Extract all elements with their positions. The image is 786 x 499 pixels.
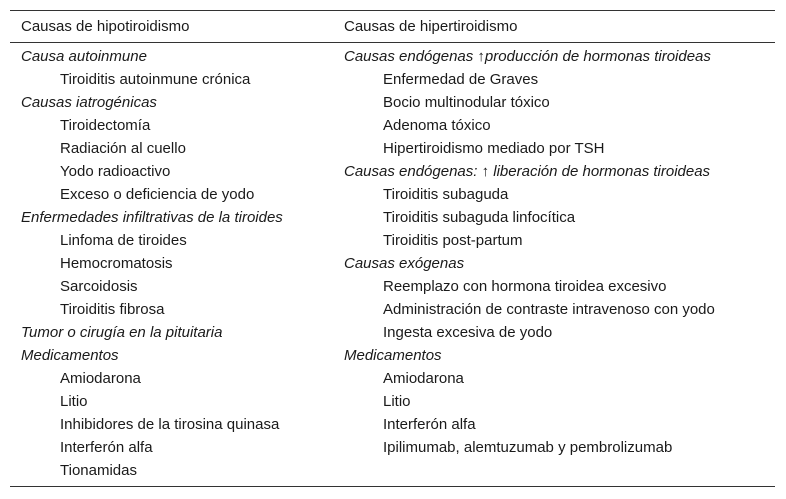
header-hyperthyroidism: Causas de hipertiroidismo bbox=[344, 18, 518, 35]
cause-item: Bocio multinodular tóxico bbox=[383, 94, 550, 111]
cause-category: Causas endógenas: ↑ liberación de hormonas tiroideas bbox=[344, 163, 711, 180]
cause-item: Tiroiditis autoinmune crónica bbox=[60, 71, 251, 88]
cause-item: Administración de contraste intravenoso con yodo bbox=[383, 301, 715, 318]
cause-item: Yodo radioactivo bbox=[60, 163, 171, 180]
cause-item: Sarcoidosis bbox=[60, 278, 138, 295]
cause-item: Tionamidas bbox=[60, 462, 137, 479]
cause-item: Tiroiditis subaguda linfocítica bbox=[383, 209, 576, 226]
cause-category: Causas exógenas bbox=[344, 255, 465, 272]
table-header-row bbox=[10, 11, 775, 42]
cause-item: Litio bbox=[60, 393, 88, 410]
cause-category: Medicamentos bbox=[21, 347, 119, 364]
cause-item: Hemocromatosis bbox=[60, 255, 173, 272]
cause-category: Tumor o cirugía en la pituitaria bbox=[21, 324, 223, 341]
header-hypothyroidism: Causas de hipotiroidismo bbox=[21, 18, 190, 35]
cause-item: Reemplazo con hormona tiroidea excesivo bbox=[383, 278, 667, 295]
cause-category: Causa autoinmune bbox=[21, 48, 147, 65]
cause-item: Radiación al cuello bbox=[60, 140, 186, 157]
table-bottom-rule bbox=[10, 486, 775, 487]
hyperthyroidism-causes-column bbox=[333, 45, 775, 482]
cause-item: Ingesta excesiva de yodo bbox=[383, 324, 553, 341]
cause-item: Litio bbox=[383, 393, 411, 410]
cause-item: Tiroiditis post-partum bbox=[383, 232, 523, 249]
cause-item: Adenoma tóxico bbox=[383, 117, 491, 134]
cause-item: Interferón alfa bbox=[60, 439, 153, 456]
cause-item: Tiroiditis subaguda bbox=[383, 186, 509, 203]
cause-item: Ipilimumab, alemtuzumab y pembrolizumab bbox=[383, 439, 673, 456]
cause-item: Exceso o deficiencia de yodo bbox=[60, 186, 255, 203]
cause-item: Tiroidectomía bbox=[60, 117, 151, 134]
hypothyroidism-causes-column bbox=[10, 45, 333, 482]
cause-item: Hipertiroidismo mediado por TSH bbox=[383, 140, 605, 157]
cause-item: Amiodarona bbox=[383, 370, 464, 387]
cause-category: Enfermedades infiltrativas de la tiroides bbox=[21, 209, 283, 226]
cause-item: Enfermedad de Graves bbox=[383, 71, 539, 88]
cause-item: Linfoma de tiroides bbox=[60, 232, 187, 249]
table-body bbox=[10, 43, 775, 486]
cause-item: Amiodarona bbox=[60, 370, 141, 387]
cause-category: Medicamentos bbox=[344, 347, 442, 364]
cause-item: Tiroiditis fibrosa bbox=[60, 301, 165, 318]
cause-item: Inhibidores de la tirosina quinasa bbox=[60, 416, 280, 433]
cause-category: Causas iatrogénicas bbox=[21, 94, 157, 111]
cause-category: Causas endógenas ↑producción de hormonas tiroideas bbox=[344, 48, 711, 65]
causes-table bbox=[10, 10, 775, 487]
cause-item: Interferón alfa bbox=[383, 416, 476, 433]
